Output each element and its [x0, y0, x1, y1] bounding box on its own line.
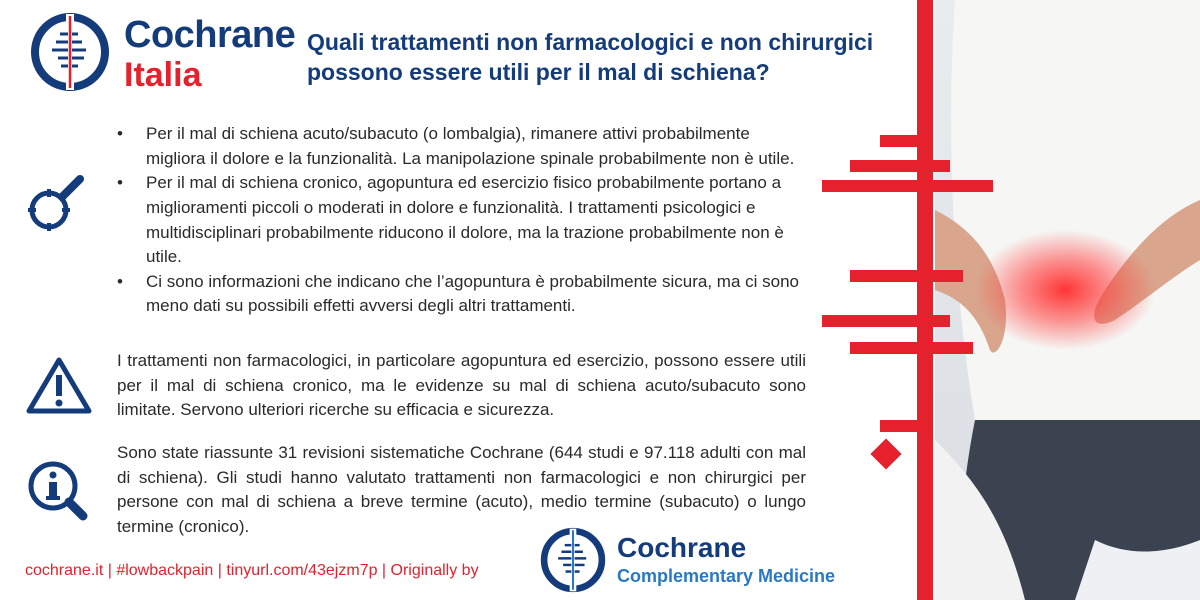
decorative-red-tick: [850, 270, 917, 282]
decorative-red-tick: [933, 180, 993, 192]
decorative-red-tick: [933, 315, 950, 327]
back-pain-photo: [935, 0, 1200, 600]
key-findings-list: [112, 122, 807, 319]
target-magnifier-icon: [25, 172, 87, 234]
decorative-red-tick: [822, 180, 917, 192]
decorative-red-diamond: [870, 438, 901, 469]
warning-icon: [25, 355, 93, 415]
decorative-red-line: [917, 0, 933, 600]
partner-name: Cochrane: [617, 532, 747, 563]
decorative-red-tick: [933, 342, 973, 354]
cochrane-logo-icon: [30, 12, 110, 92]
brand: [124, 16, 295, 92]
decorative-red-tick: [850, 160, 917, 172]
cochrane-complementary-logo-icon: [540, 527, 606, 593]
decorative-red-tick: [880, 420, 917, 432]
decorative-red-tick: [933, 160, 950, 172]
decorative-red-tick: [933, 270, 963, 282]
brand-country: Italia: [124, 56, 202, 94]
list-item: • Ci sono informazioni che indicano che l’agopuntura è probabilmente sicura, ma ci sono meno dati su possibili effetti avversi degli altri trattamenti.: [112, 270, 807, 319]
info-paragraph: Sono state riassunte 31 revisioni sistematiche Cochrane (644 studi e 97.118 adulti con mal di schiena). Gli studi hanno valutato trattamenti non farmacologici e non chirurgici per persone con mal di schiena a breve termine (acuto), medio termine (subacuto) o lungo termine (cronico).: [117, 443, 806, 536]
decorative-red-tick: [850, 342, 917, 354]
list-item: • Per il mal di schiena acuto/subacuto (o lombalgia), rimanere attivi probabilmente migliora il dolore e la funzionalità. La manipolazione spinale probabilmente non è utile.: [112, 122, 807, 171]
decorative-red-tick: [880, 135, 917, 147]
decorative-red-tick: [822, 315, 917, 327]
caution-paragraph: I trattamenti non farmacologici, in particolare agopuntura ed esercizio, possono essere utili per il mal di schiena cronico, ma le evidenze su mal di schiena acuto/subacuto sono limitate. Servono ulteriori ricerche su efficacia e sicurezza.: [117, 351, 806, 420]
partner-brand: [617, 534, 835, 587]
brand-name: Cochrane: [124, 14, 296, 56]
partner-subtitle: Complementary Medicine: [617, 566, 836, 586]
info-search-icon: [25, 458, 91, 524]
page-title: Quali trattamenti non farmacologici e non chirurgici possono essere utili per il mal di schiena?: [307, 29, 874, 86]
list-item: • Per il mal di schiena cronico, agopuntura ed esercizio fisico probabilmente portano a miglioramenti piccoli o moderati in dolore e funzionalità. I trattamenti psicologici e multidisciplinari probabilmente riducono il dolore, ma la trazione probabilmente non è utile.: [112, 171, 807, 270]
footer-links[interactable]: cochrane.it | #lowbackpain | tinyurl.com/43ejzm7p | Originally by: [25, 562, 479, 579]
